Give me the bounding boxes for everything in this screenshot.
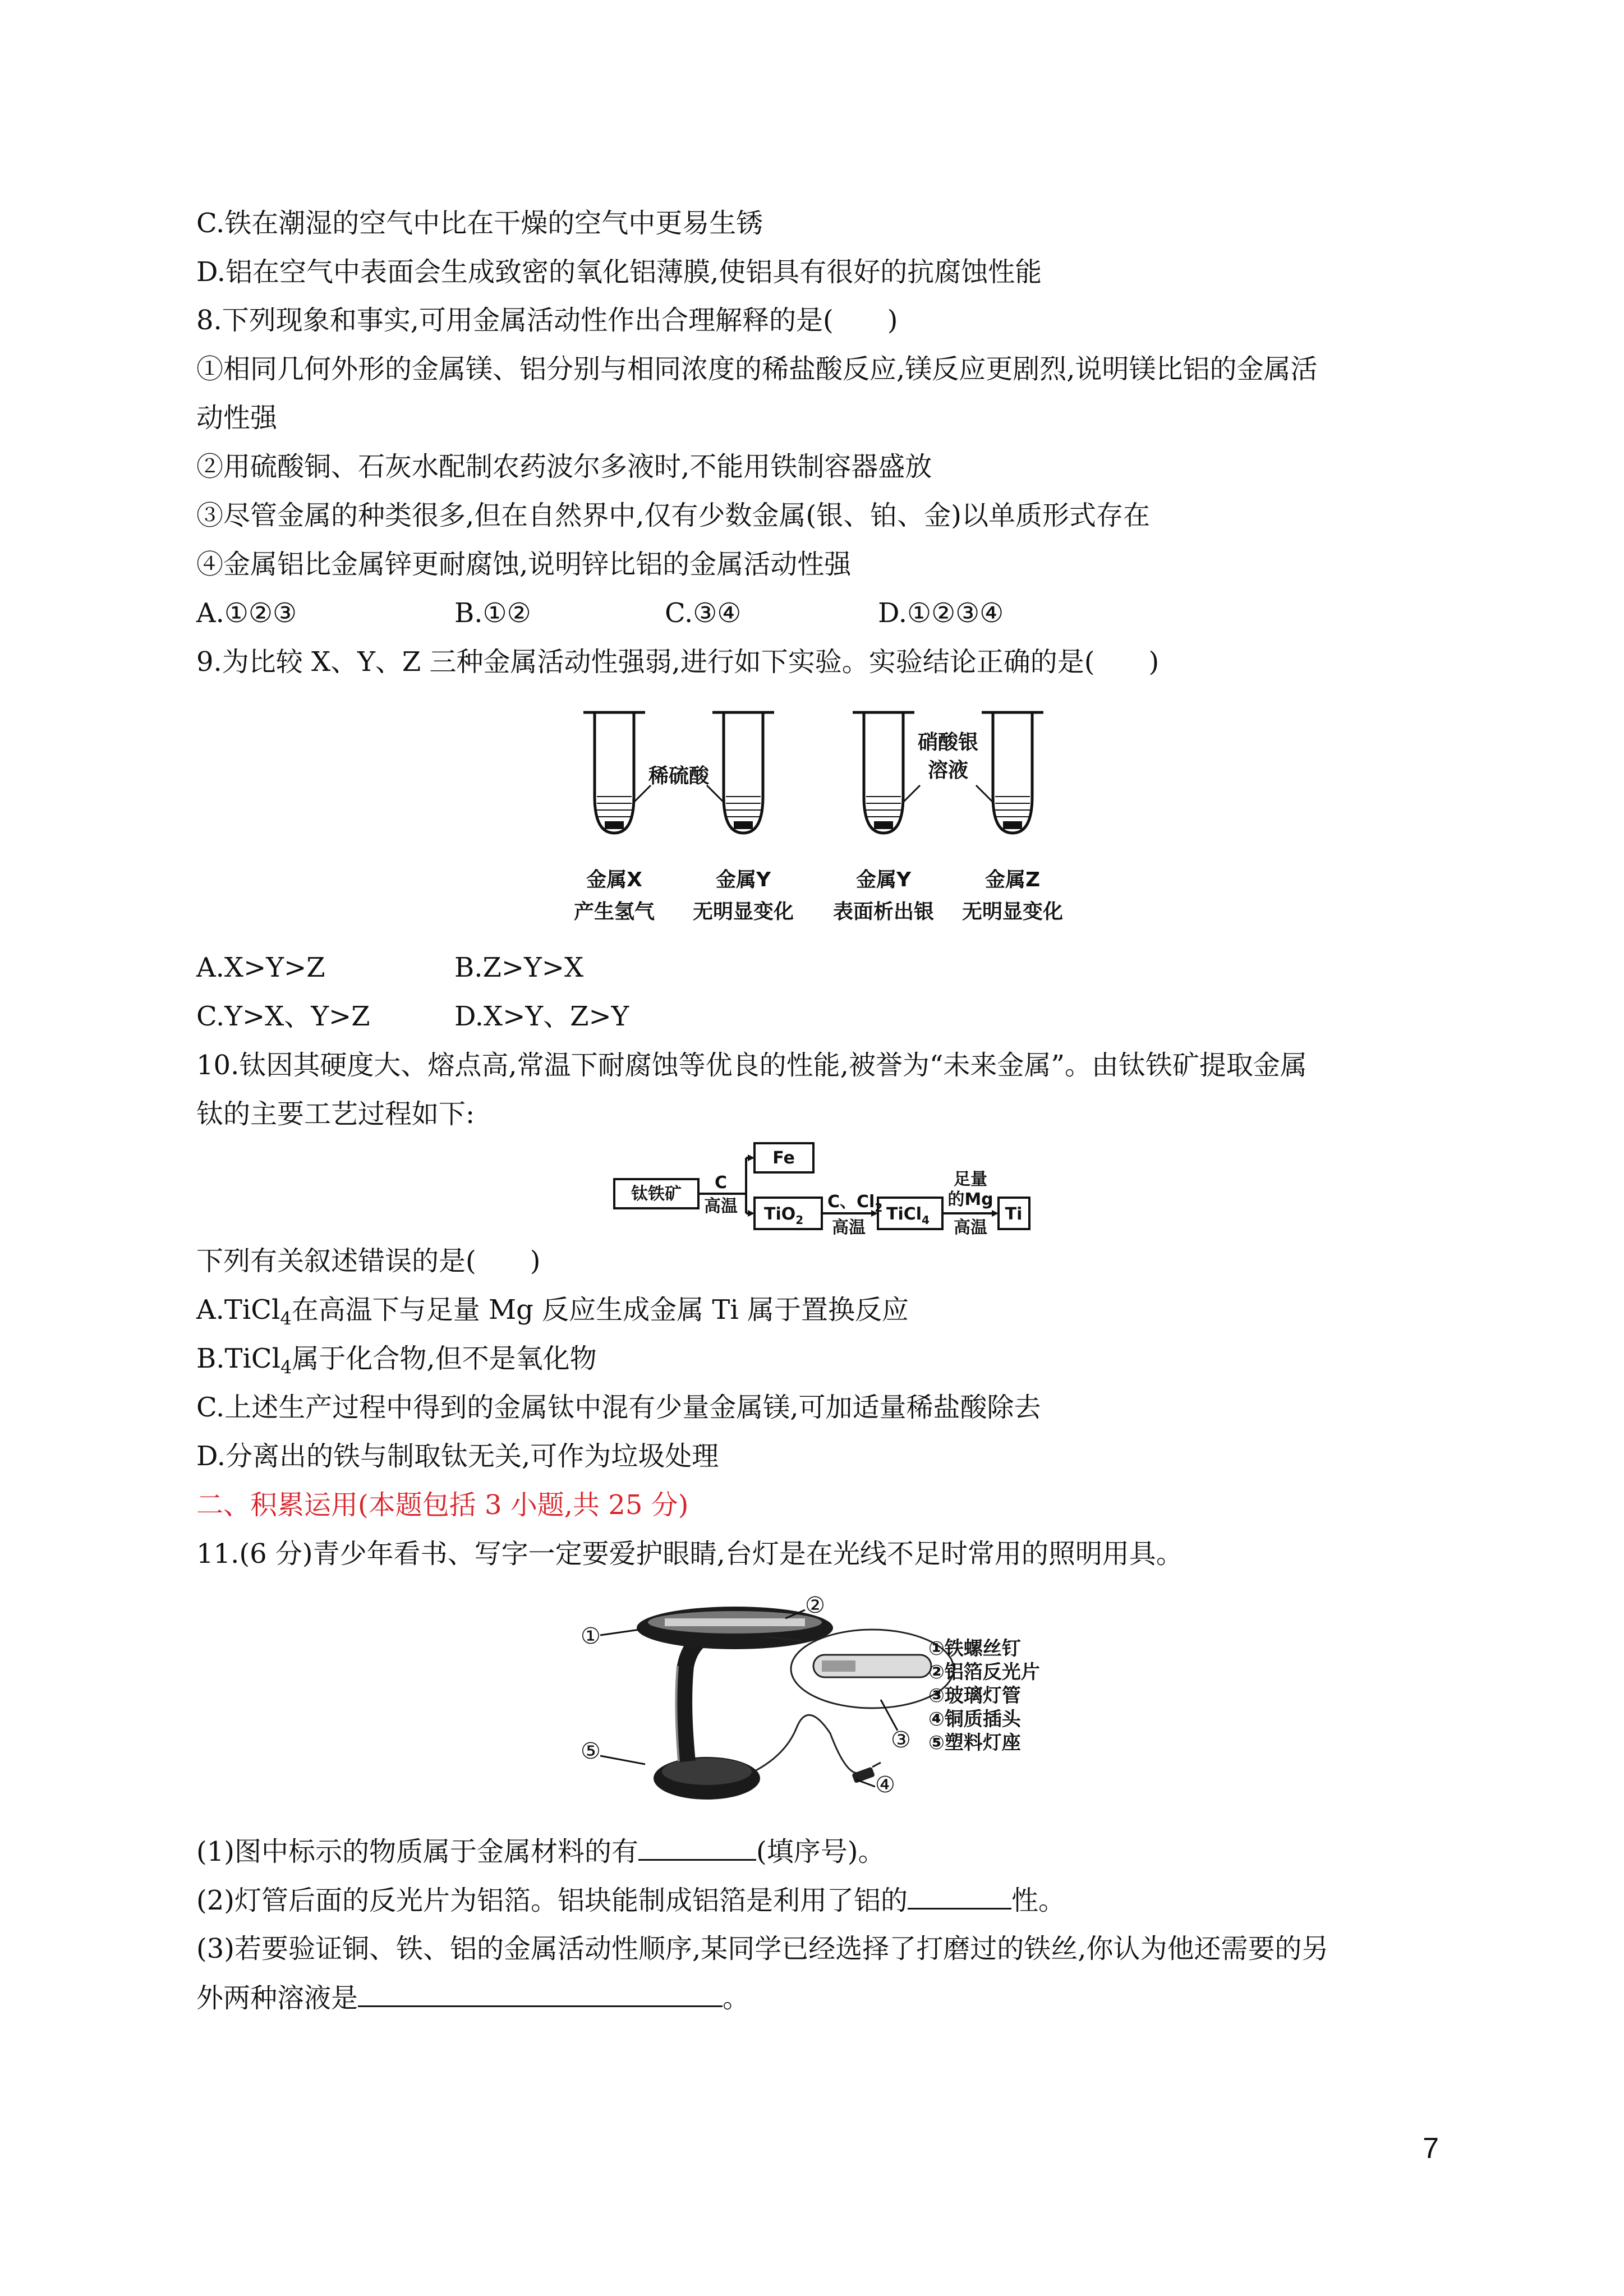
reagent-label-2a: 硝酸银 xyxy=(917,731,979,754)
liquid-4 xyxy=(995,797,1030,817)
tio2-label: TiO$_2$ xyxy=(764,1204,804,1227)
q11-part-2: (2)灯管后面的反光片为铝箔。铝块能制成铝箔是利用了铝的 性。 xyxy=(196,1883,1065,1917)
reagent-label-2b: 溶液 xyxy=(927,759,969,782)
ticl4-label: TiCl$_4$ xyxy=(886,1204,930,1227)
q10-stem: 10.钛因其硬度大、熔点高,常温下耐腐蚀等优良的性能,被誉为“未来金属”。由钛铁矿提取金属 xyxy=(196,1050,1307,1081)
q11-part-3: (3)若要验证铜、铁、铝的金属活动性顺序,某同学已经选择了打磨过的铁丝,你认为他还需要的另 xyxy=(196,1933,1329,1964)
legend-1: ①铁螺丝钉 xyxy=(928,1637,1021,1660)
q10-option-b: B.TiCl$_4$属于化合物,但不是氧化物 xyxy=(196,1343,597,1378)
ore-label: 钛铁矿 xyxy=(631,1184,682,1204)
test-tube-3 xyxy=(853,712,914,833)
q9-option-a: A.X>Y>Z xyxy=(196,952,325,983)
q10-option-c: C.上述生产过程中得到的金属钛中混有少量金属镁,可加适量稀盐酸除去 xyxy=(196,1392,1041,1423)
tube-4-result: 无明显变化 xyxy=(961,900,1064,923)
q8-statement-1-cont: 动性强 xyxy=(196,402,278,434)
q11-part-1-blank[interactable] xyxy=(638,1834,756,1861)
q10-option-a: A.TiCl$_4$在高温下与足量 Mg 反应生成金属 Ti 属于置换反应 xyxy=(196,1294,909,1329)
marker-4: ④ xyxy=(875,1772,895,1798)
test-tube-2 xyxy=(712,712,774,833)
marker-1: ① xyxy=(581,1623,601,1649)
q9-test-tube-figure xyxy=(561,701,1088,931)
q8-option-b: B.①② xyxy=(454,597,531,629)
q10-option-d: D.分离出的铁与制取钛无关,可作为垃圾处理 xyxy=(196,1441,719,1472)
q8-statement-3: ③尽管金属的种类很多,但在自然界中,仅有少数金属(银、铂、金)以单质形式存在 xyxy=(196,500,1150,531)
liquid-3 xyxy=(866,797,901,817)
test-tube-1 xyxy=(583,712,645,833)
q9-option-d: D.X>Y、Z>Y xyxy=(454,1001,629,1032)
q9-option-c: C.Y>X、Y>Z xyxy=(196,1001,370,1032)
q10-question: 下列有关叙述错误的是( ) xyxy=(196,1245,541,1277)
c-cl2-label: C、$Cl_2$ xyxy=(827,1192,883,1214)
metal-piece-4 xyxy=(1003,821,1022,829)
metal-piece-2 xyxy=(734,821,753,829)
q8-stem: 8.下列现象和事实,可用金属活动性作出合理解释的是( ) xyxy=(196,305,898,336)
tube-2-metal: 金属Y xyxy=(715,868,771,891)
mg-label: 的Mg xyxy=(947,1190,993,1209)
section-2-heading: 二、积累运用(本题包括 3 小题,共 25 分) xyxy=(196,1489,689,1521)
marker-5: ⑤ xyxy=(581,1738,601,1764)
high-temp-label-3: 高温 xyxy=(954,1218,987,1237)
ti-label: Ti xyxy=(1005,1204,1023,1224)
reagent-label-1: 稀硫酸 xyxy=(648,765,710,788)
q8-option-c: C.③④ xyxy=(665,597,742,629)
q11-part-3-cont: 外两种溶液是 。 xyxy=(196,1981,749,2015)
legend-3: ③玻璃灯管 xyxy=(928,1685,1021,1707)
q8-option-a: A.①②③ xyxy=(196,597,297,629)
lamp-drawing xyxy=(637,1607,881,1800)
high-temp-label-2: 高温 xyxy=(832,1218,866,1237)
high-temp-label-1: 高温 xyxy=(704,1197,738,1216)
enough-label: 足量 xyxy=(954,1170,987,1189)
metal-piece-3 xyxy=(874,821,893,829)
marker-2: ② xyxy=(805,1593,825,1618)
q11-desk-lamp-figure xyxy=(567,1588,1116,1823)
q11-part-1: (1)图中标示的物质属于金属材料的有 (填序号)。 xyxy=(196,1834,885,1869)
q7-option-c: C.铁在潮湿的空气中比在干燥的空气中更易生锈 xyxy=(196,208,763,239)
tube-4-metal: 金属Z xyxy=(984,868,1041,891)
fe-label: Fe xyxy=(772,1148,795,1168)
q11-part-3-blank[interactable] xyxy=(358,1981,723,2007)
tube-2-result: 无明显变化 xyxy=(692,900,794,923)
liquid-2 xyxy=(726,797,761,817)
q7-option-d: D.铝在空气中表面会生成致密的氧化铝薄膜,使铝具有很好的抗腐蚀性能 xyxy=(196,256,1042,288)
reagent-pointer-right-2 xyxy=(976,785,993,802)
q11-stem: 11.(6 分)青少年看书、写字一定要爱护眼睛,台灯是在光线不足时常用的照明用具。 xyxy=(196,1538,1183,1570)
marker-3: ③ xyxy=(891,1727,911,1753)
tube-1-result: 产生氢气 xyxy=(573,900,655,923)
tube-1-metal: 金属X xyxy=(586,868,642,891)
liquid-1 xyxy=(597,797,632,817)
q8-statement-1: ①相同几何外形的金属镁、铝分别与相同浓度的稀盐酸反应,镁反应更剧烈,说明镁比铝的金属活 xyxy=(196,353,1318,385)
legend-4: ④铜质插头 xyxy=(928,1708,1021,1731)
test-tube-4 xyxy=(982,712,1043,833)
q10-process-flow xyxy=(606,1139,1032,1240)
tube-3-result: 表面析出银 xyxy=(832,900,935,923)
q9-option-b: B.Z>Y>X xyxy=(454,952,584,983)
reagent-pointer-right xyxy=(707,785,724,802)
legend-2: ②铝箔反光片 xyxy=(928,1661,1040,1683)
reactant-c-label: C xyxy=(714,1173,728,1193)
q10-stem-cont: 钛的主要工艺过程如下: xyxy=(196,1098,475,1130)
reagent-pointer-left-2 xyxy=(903,785,920,802)
legend-5: ⑤塑料灯座 xyxy=(928,1732,1021,1754)
q8-statement-4: ④金属铝比金属锌更耐腐蚀,说明锌比铝的金属活动性强 xyxy=(196,549,852,580)
page-number: 7 xyxy=(1423,2132,1439,2165)
q8-option-d: D.①②③④ xyxy=(878,597,1004,629)
q11-part-2-blank[interactable] xyxy=(908,1883,1011,1910)
tube-3-metal: 金属Y xyxy=(855,868,912,891)
q9-stem: 9.为比较 X、Y、Z 三种金属活动性强弱,进行如下实验。实验结论正确的是( ) xyxy=(196,646,1160,678)
reagent-pointer-left xyxy=(634,785,651,802)
q8-statement-2: ②用硫酸铜、石灰水配制农药波尔多液时,不能用铁制容器盛放 xyxy=(196,451,932,482)
metal-piece-1 xyxy=(605,821,624,829)
